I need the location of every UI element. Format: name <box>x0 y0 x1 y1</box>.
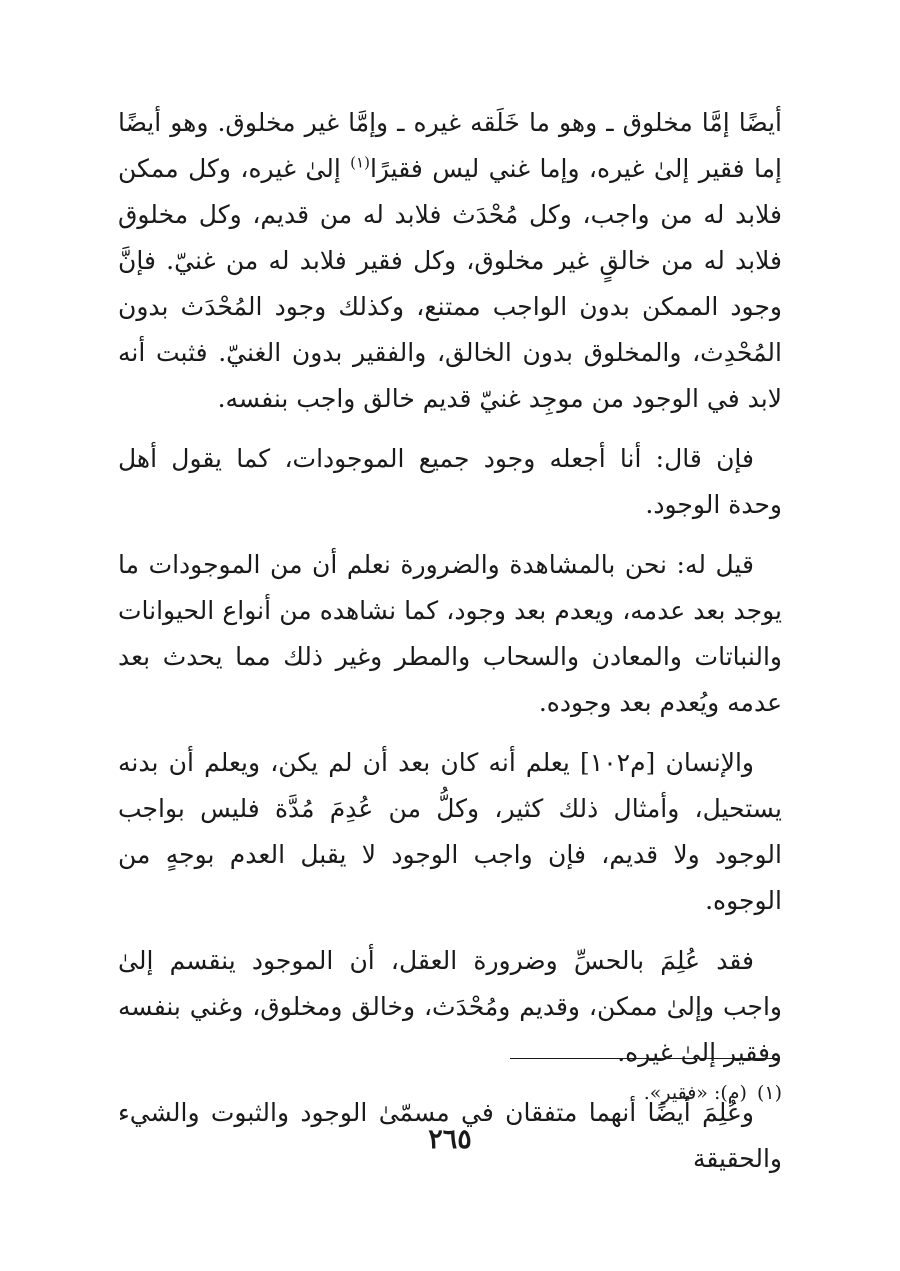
page-number: ٢٦٥ <box>428 1124 472 1155</box>
footnote-text: (م): «فقير». <box>643 1082 747 1104</box>
paragraph-5: فقد عُلِمَ بالحسِّ وضرورة العقل، أن الموجود ينقسم إلىٰ واجب وإلىٰ ممكن، وقديم ومُحْدَث، وخالق ومخلوق، وغني بنفسه وفقير إلىٰ غيره. <box>118 946 782 1067</box>
paragraph-4: والإنسان [م١٠٢] يعلم أنه كان بعد أن لم يكن، ويعلم أن بدنه يستحيل، وأمثال ذلك كثير، وكلُّ من عُدِمَ مُدَّة فليس بواجب الوجود ولا قديم، فإن واجب الوجود لا يقبل العدم بوجهٍ من الوجوه. <box>118 748 782 915</box>
paragraph-6: وعُلِمَ أيضًا أنهما متفقان في مسمّىٰ الوجود والثبوت والشيء والحقيقة <box>118 1098 782 1173</box>
paragraph-1-text-a: أيضًا إمَّا مخلوق ـ وهو ما خَلَقه غيره ـ وإمَّا غير مخلوق. وهو أيضًا إما فقير إلىٰ غيره، وإما غني ليس فقيرًا <box>118 108 782 183</box>
footnote-separator <box>510 1058 778 1059</box>
footnote-marker: (١) <box>756 1082 782 1104</box>
main-text <box>118 100 782 1182</box>
paragraph-3: قيل له: نحن بالمشاهدة والضرورة نعلم أن من الموجودات ما يوجد بعد عدمه، ويعدم بعد وجود، كما نشاهده من أنواع الحيوانات والنباتات والمعادن والسحاب والمطر وغير ذلك مما يحدث بعد عدمه ويُعدم بعد وجوده. <box>118 550 782 717</box>
footnote-reference: (١) <box>350 153 370 172</box>
paragraph-1 <box>118 100 782 422</box>
paragraph-2: فإن قال: أنا أجعله وجود جميع الموجودات، كما يقول أهل وحدة الوجود. <box>118 444 782 519</box>
paragraph-1-text-b: إلىٰ غيره، وكل ممكن فلابد له من واجب، وكل مُحْدَث فلابد له من قديم، وكل مخلوق فلابد له من خالقٍ غير مخلوق، وكل فقير فلابد له من غنيّ. فإنَّ وجود الممكن بدون الواجب ممتنع، وكذلك وجود المُحْدَث بدون المُحْدِث، والمخلوق بدون الخالق، والفقير بدون الغنيّ. فثبت أنه لابد في الوجود من موجِد غنيّ قديم خالق واجب بنفسه. <box>118 154 782 413</box>
footnote <box>118 1078 782 1108</box>
